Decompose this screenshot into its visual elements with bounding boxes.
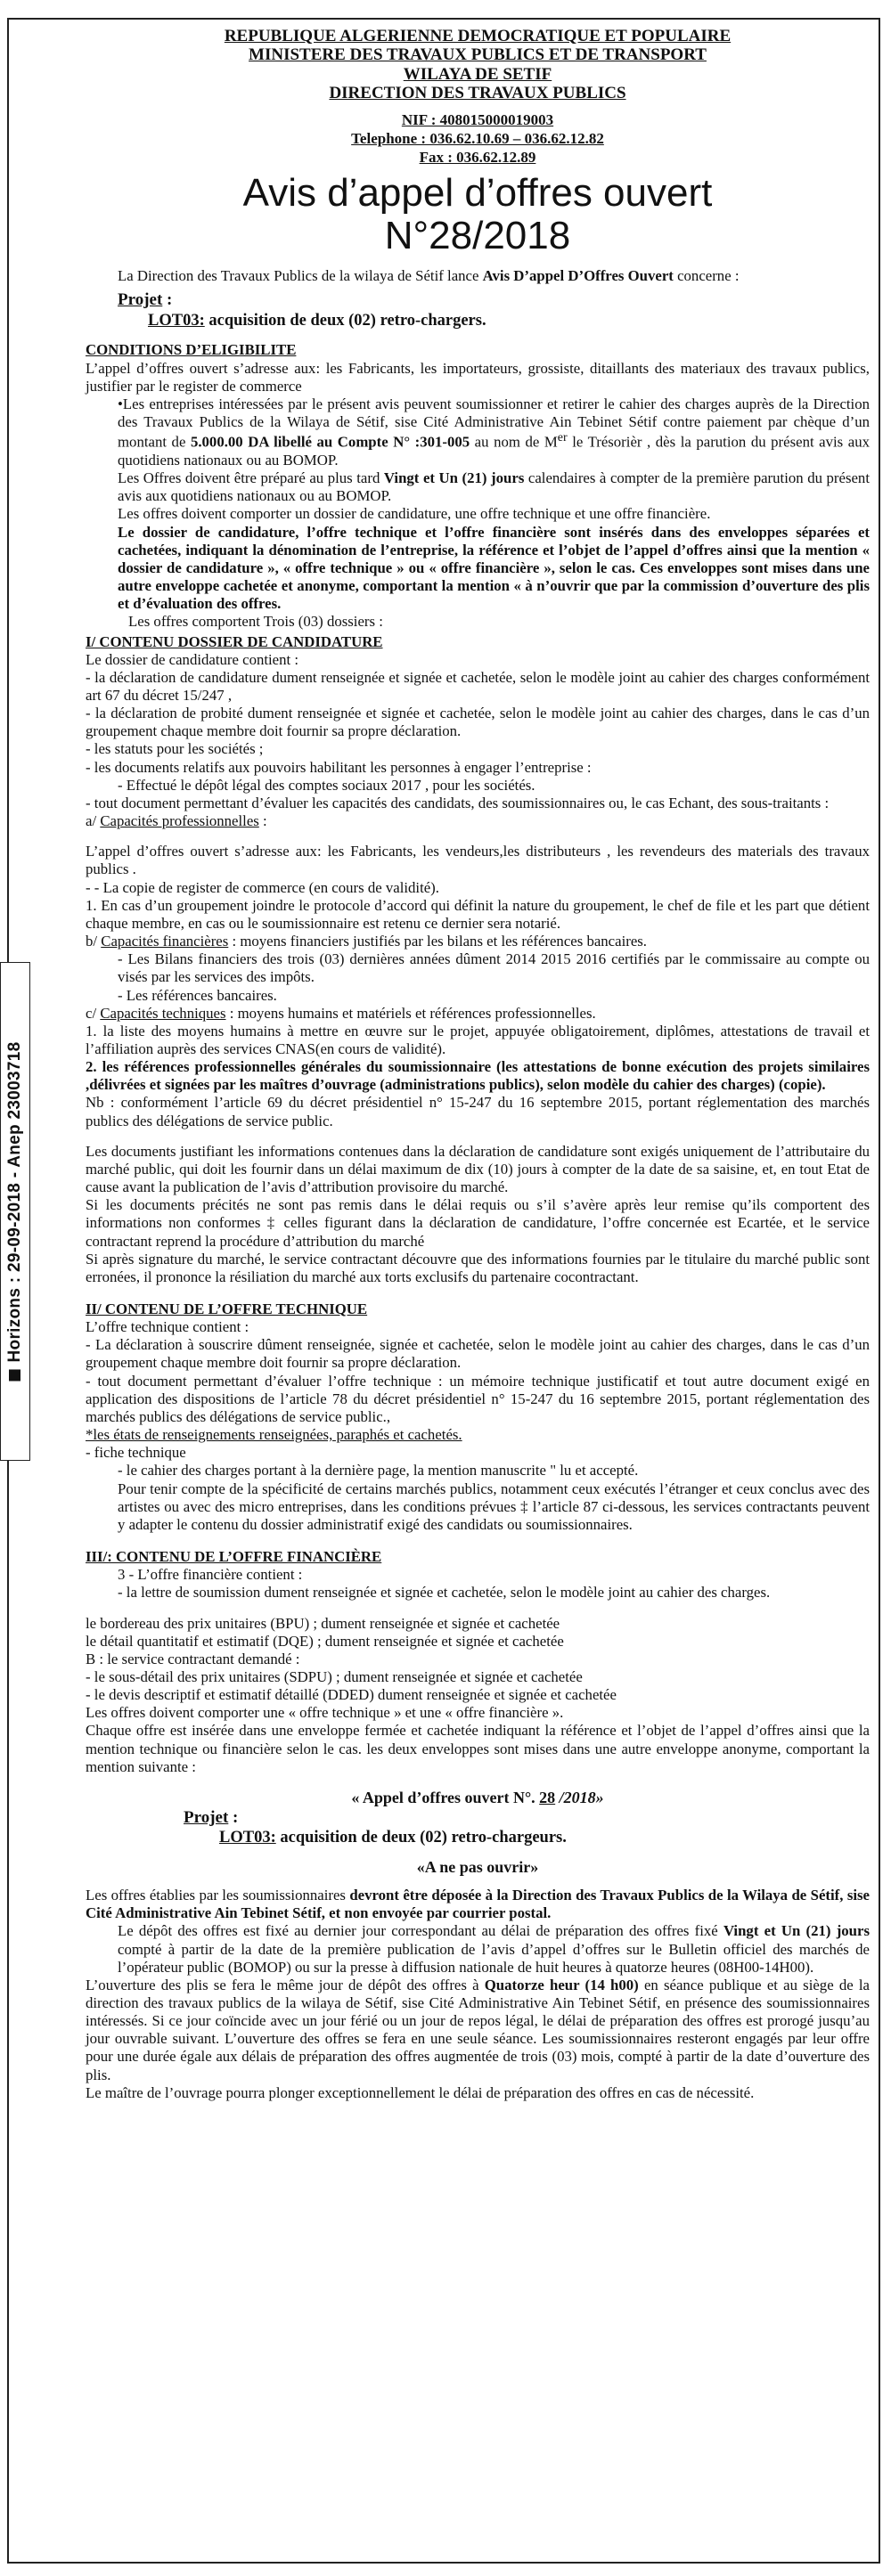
publication-stamp: Horizons : 29-09-2018 - Anep 23003718 (5, 1041, 24, 1363)
cap-fin-p1: - Les Bilans financiers des trois (03) dernières années dûment 2014 2015 2016 certifiés par le commissaire au compte ou visés par les services des impôts. (118, 950, 870, 986)
publication-sidebar (0, 962, 30, 1461)
fax-line: Fax : 036.62.12.89 (419, 148, 536, 166)
candidature-item: Le dossier de candidature contient : (86, 650, 299, 668)
financiere-heading: III/: CONTENU DE L’OFFRE FINANCIÈRE (86, 1548, 382, 1566)
depot-p4: Le maître de l’ouvrage pourra plonger exceptionnellement le délai de préparation des offres en cas de nécessité. (86, 2083, 755, 2101)
depot-p1: Les offres établies par les soumissionnaires devront être déposée à la Direction des Travaux Publics de la Wilaya de Sétif, sise Cité Administrative Ain Tebinet Sétif, et non envoyée par courrier postal. (86, 1887, 870, 1922)
cap-fin-heading: b/ Capacités financières : moyens financiers justifiés par les bilans et les références bancaires. (86, 933, 647, 950)
justif-p1: Les documents justifiant les informations contenues dans la déclaration de candidature sont exigés uniquement de l’attributaire du marché public, qui doit les fournir dans un délai maximum de dix (10) jours à compter de la date de sa saisine, et, en tout Etat de cause avant la publication de l’avis d’attribution provisoire du marché. (86, 1142, 870, 1196)
financiere-p3: le bordereau des prix unitaires (BPU) ; dument renseignée et signée et cachetée (86, 1614, 560, 1632)
nif-line: NIF : 408015000019003 (401, 111, 554, 129)
intro-paragraph: La Direction des Travaux Publics de la wilaya de Sétif lance Avis D’appel D’Offres Ouvert concerne : (118, 267, 740, 285)
cap-pro-heading: a/ Capacités professionnelles : (86, 812, 267, 830)
eligibilite-p1: L’appel d’offres ouvert s’adresse aux: les Fabricants, les importateurs, grossiste, ditaillants des materiaux des travaux publics, justifier par le register de commerce (86, 359, 870, 395)
title-line-2: N°28/2018 (384, 213, 571, 257)
eligibilite-p3: Les Offres doivent être préparé au plus tard Vingt et Un (21) jours calendaires à compter de la première parution du présent avis aux quotidiens nationaux ou au BOMOP. (118, 469, 870, 505)
depot-p2: Le dépôt des offres est fixé au dernier jour correspondant au délai de préparation des offres fixé Vingt et Un (21) jours compté à partir de la date de la première publication de l’avis d’appel d’offres sur le Bulletin officiel des marchés de l’opérateur public (BOMOP) ou sur la presse à diffusion nationale de huit heures à quatorze heures (08H00-14H00). (118, 1922, 870, 1976)
enveloppe-avis-line: « Appel d’offres ouvert N°. 28 /2018» (351, 1788, 604, 1806)
lot-line: LOT03: acquisition de deux (02) retro-chargers. (148, 312, 486, 330)
technique-p3: - tout document permettant d’évaluer l’offre technique : un mémoire technique justificatif et tout autre document exigé en application des dispositions de l’article 78 du décret présidentiel n° 15-247 du 16 septembre 2015, portant réglementation des marchés publics des délégations de service public., (86, 1372, 870, 1425)
do-not-open-label: «A ne pas ouvrir» (416, 1858, 539, 1877)
header-line-republic: REPUBLIQUE ALGERIENNE DEMOCRATIQUE ET POPULAIRE (224, 27, 732, 45)
candidature-item: - Effectué le dépôt légal des comptes sociaux 2017 , pour les sociétés. (118, 776, 535, 794)
eligibilite-p6: Les offres comportent Trois (03) dossiers : (128, 613, 383, 631)
eligibilite-p2: •Les entreprises intéressées par le présent avis peuvent soumissionner et retirer le cahier des charges auprès de la Direction des Travaux Publics de la Wilaya de Sétif, sise Cité Administrative Ain Tebinet Sétif contre paiement par chèque d’un montant de 5.000.00 DA libellé au Compte N° :301-005 au nom de Mer le Trésorièr , dès la parution du présent avis aux quotidiens nationaux ou au BOMOP. (118, 395, 870, 469)
candidature-heading: I/ CONTENU DOSSIER DE CANDIDATURE (86, 632, 383, 650)
square-bullet-icon (9, 1369, 20, 1381)
eligibilite-p5: Le dossier de candidature, l’offre technique et l’offre financière sont insérés dans des enveloppes séparées et cachetées, indiquant la dénomination de l’entreprise, la référence et l’objet de l’appel d’offres ainsi que la mention « dossier de candidature », « offre technique » ou « offre financière », selon le cas. Ces enveloppes sont mises dans une autre enveloppe cachetée et anonyme, comportant la mention « à n’ouvrir que par la commission d’ouverture des plis et d’évaluation des offres. (118, 523, 870, 613)
technique-p5: - fiche technique (86, 1444, 186, 1462)
technique-p1: L’offre technique contient : (86, 1318, 249, 1336)
nb-note: Nb : conformément l’article 69 du décret présidentiel n° 15-247 du 16 septembre 2015, portant réglementation des marchés publics des délégations de service public. (86, 1094, 870, 1129)
candidature-item: - la déclaration de probité dument renseignée et signée et cachetée, selon le modèle joint au cahier des charges, dans le cas d’un groupement chaque membre doit fournir sa propre déclaration. (86, 705, 870, 740)
cap-tech-p2: 2. les références professionnelles générales du soumissionnaire (les attestations de bonne exécution des projets similaires ,délivrées et signées par les maîtres d’ouvrage (administrations publics), selon modèle du cahier des charges) (copie). (86, 1058, 870, 1094)
technique-heading: II/ CONTENU DE L’OFFRE TECHNIQUE (86, 1300, 368, 1317)
technique-p2: - La déclaration à souscrire dûment renseignée, signée et cachetée, selon le modèle joint au cahier des charges, dans le cas d’un groupement chaque membre doit fournir sa propre déclaration. (86, 1336, 870, 1372)
cap-pro-p2: - - La copie de register de commerce (en cours de validité). (86, 878, 439, 896)
financiere-p6: - le sous-détail des prix unitaires (SDPU) ; dument renseignée et signée et cachetée (86, 1667, 583, 1685)
contact-block (86, 111, 870, 167)
header-block (86, 27, 870, 102)
financiere-p4: le détail quantitatif et estimatif (DQE) ; dument renseignée et signée et cachetée (86, 1632, 564, 1650)
projet-heading: Projet : (118, 290, 173, 310)
cap-tech-p1: 1. la liste des moyens humains à mettre en œuvre sur le projet, appuyée obligatoirement, diplômes, attestations de travail et l’affiliation auprès des services CNAS(en cours de validité). (86, 1022, 870, 1057)
financiere-p1: 3 - L’offre financière contient : (118, 1566, 303, 1584)
candidature-item: - tout document permettant d’évaluer les capacités des candidats, des soumissionnaires ou, le cas Echant, des sous-traitants : (86, 794, 830, 811)
candidature-item: - les statuts pour les sociétés ; (86, 740, 264, 758)
enveloppe-projet: Projet : (184, 1807, 239, 1827)
header-line-direction: DIRECTION DES TRAVAUX PUBLICS (329, 83, 626, 102)
justif-p3: Si après signature du marché, le service contractant découvre que des informations fournies par le titulaire du marché public sont erronées, il prononce la résiliation du marché aux torts exclusifs du partenaire cocontractant. (86, 1250, 870, 1285)
title-line-1: Avis d’appel d’offres ouvert (242, 171, 713, 216)
enveloppe-lot-line: LOT03: acquisition de deux (02) retro-chargeurs. (219, 1829, 567, 1847)
technique-p6: - le cahier des charges portant à la dernière page, la mention manuscrite " lu et accepté. (118, 1462, 639, 1480)
financiere-p7: - le devis descriptif et estimatif détaillé (DDED) dument renseignée et signée et cachetée (86, 1686, 617, 1704)
financiere-p5: B : le service contractant demandé : (86, 1650, 300, 1667)
eligibilite-p4: Les offres doivent comporter un dossier de candidature, une offre technique et une offre financière. (118, 505, 711, 523)
header-line-ministry: MINISTERE DES TRAVAUX PUBLICS ET DE TRANSPORT (249, 45, 707, 65)
notice-content (86, 27, 870, 2102)
eligibilite-heading: CONDITIONS D’ELIGIBILITE (86, 341, 297, 359)
technique-p4: *les états de renseignements renseignées, paraphés et cachetés. (86, 1426, 462, 1444)
technique-p7: Pour tenir compte de la spécificité de certains marchés publics, notamment ceux exécutés l’étranger et ceux conclus avec des artistes ou avec des micro entreprises, dans les conditions prévues ‡ l’article 87 ci-dessous, les services contractants peuvent y adapter le contenu du dossier administratif exigé des candidats ou soumissionnaires. (118, 1480, 870, 1533)
header-line-wilaya: WILAYA DE SETIF (403, 64, 552, 84)
cap-pro-p3: 1. En cas d’un groupement joindre le protocole d’accord qui définit la nature du groupement, le chef de file et les part que détient chaque membre, en cas ou le soumissionnaire est retenu ce dernier sera notarié. (86, 896, 870, 932)
depot-p3: L’ouverture des plis se fera le même jour de dépôt des offres à Quatorze heur (14 h00) en séance publique et au siège de la direction des travaux publics de la wilaya de Sétif, sise Cité Administrative Ain Tebinet Sétif, en présence des soumissionnaires intéressés. Si ce jour coïncide avec un jour férié ou un jour de repos légal, le délai de préparation des offres est prorogé jusqu’au jour ouvrable suivant. L’ouverture des offres se fera en une seule séance. Les soumissionnaires resteront engagés par leur offre pour une durée égale aux délais de préparation des offres augmentée de trois (03) mois, compté à partir de la date d’ouverture des plis. (86, 1976, 870, 2083)
telephone-line: Telephone : 036.62.10.69 – 036.62.12.82 (351, 129, 604, 147)
cap-fin-p2: - Les références bancaires. (118, 986, 277, 1004)
candidature-item: - les documents relatifs aux pouvoirs habilitant les personnes à engager l’entreprise : (86, 758, 592, 776)
financiere-p9: Chaque offre est insérée dans une enveloppe fermée et cachetée indiquant la référence et l’objet de l’appel d’offres ainsi que la mention technique ou financière selon le cas. les deux enveloppes sont mises dans une autre enveloppe anonyme, comportant la mention suivante : (86, 1722, 870, 1775)
financiere-p8: Les offres doivent comporter une « offre technique » et une « offre financière ». (86, 1704, 564, 1722)
cap-pro-p1: L’appel d’offres ouvert s’adresse aux: les Fabricants, les vendeurs,les distributeurs , les revendeurs des materials des travaux publics . (86, 843, 870, 878)
notice-title (86, 172, 870, 257)
candidature-item: - la déclaration de candidature dument renseignée et signée et cachetée, selon le modèle joint au cahier des charges conformément art 67 du décret 15/247 , (86, 668, 870, 704)
justif-p2: Si les documents précités ne sont pas remis dans le délai requis ou s’il s’avère après leur remise qu’ils comportent des informations non conformes ‡ celles figurant dans la déclaration de candidature, l’offre concernée est Ecartée, et le service contractant reprend la procédure d’attribution du marché (86, 1196, 870, 1250)
financiere-p2: - la lettre de soumission dument renseignée et signée et cachetée, selon le modèle joint au cahier des charges. (118, 1584, 771, 1602)
cap-tech-heading: c/ Capacités techniques : moyens humains et matériels et références professionnelles. (86, 1004, 596, 1022)
